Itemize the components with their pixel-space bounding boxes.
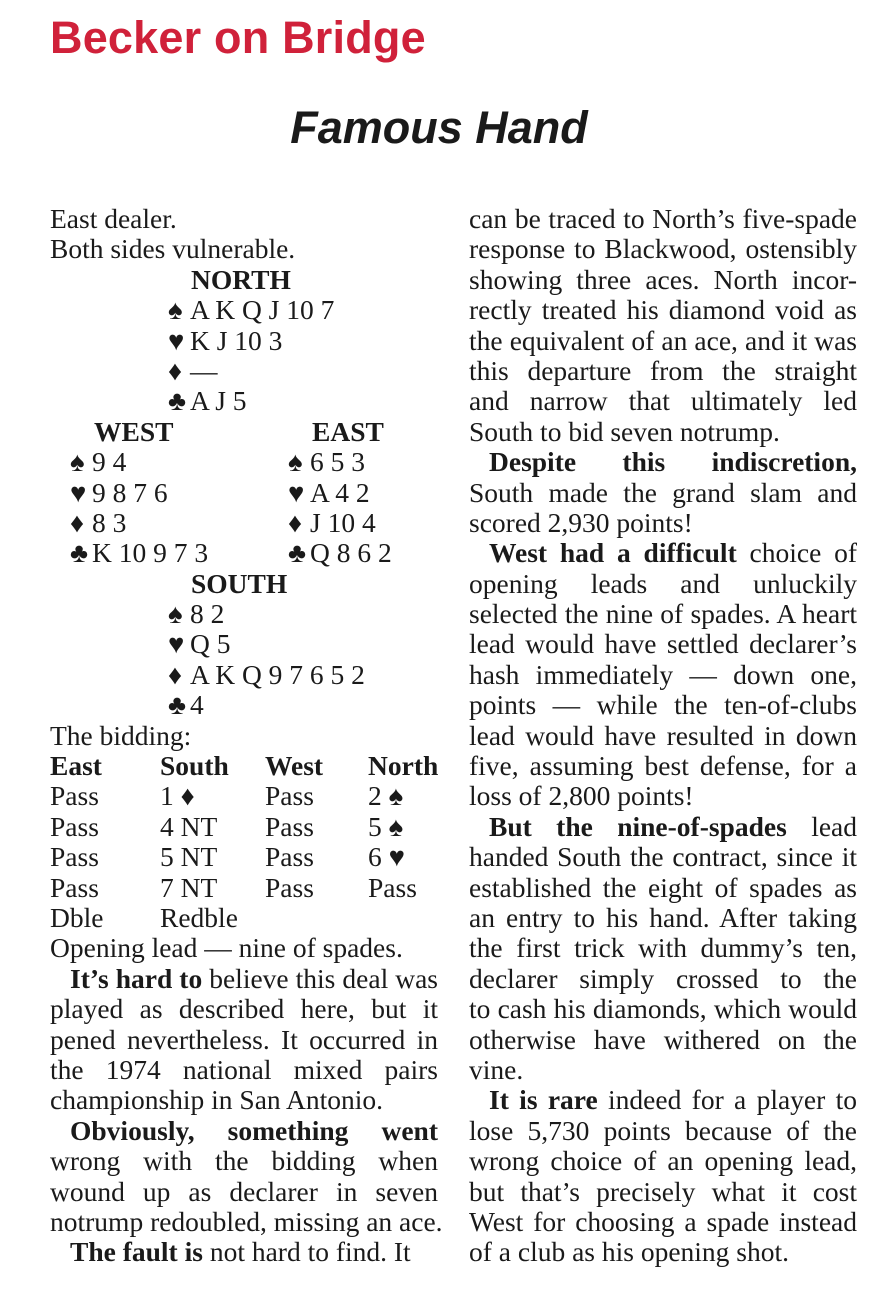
bidding-cell: Pass bbox=[50, 841, 99, 873]
article-line bbox=[469, 538, 857, 568]
west-hearts-cards: 9 8 7 6 bbox=[92, 476, 168, 508]
north-clubs bbox=[50, 386, 438, 416]
article-line bbox=[469, 842, 857, 872]
article-line-text: South to bid seven notrump. bbox=[469, 415, 780, 447]
bidding-row bbox=[50, 842, 438, 872]
article-line-text: lose 5,730 points because of the bbox=[469, 1115, 857, 1146]
bidding-cell: 7 NT bbox=[160, 871, 218, 903]
article-line-text: showing three aces. North incor- bbox=[469, 264, 857, 295]
spade-suit-icon: ♠ bbox=[288, 446, 303, 478]
bidding-row bbox=[50, 781, 438, 811]
article-line-text: this departure from the straight bbox=[469, 355, 857, 386]
article-line-text: hash immediately — down one, bbox=[469, 659, 857, 690]
article-right-text bbox=[469, 204, 857, 1268]
article-line-text: opening leads and unluckily bbox=[469, 568, 857, 599]
article-line-text: can be traced to North’s five-spade bbox=[469, 204, 857, 234]
west-diamonds-cards: 8 3 bbox=[92, 506, 127, 538]
paragraph-lead-in: But the nine-of-spades bbox=[489, 811, 787, 842]
article-line bbox=[50, 1055, 438, 1085]
north-hearts bbox=[50, 326, 438, 356]
article-line bbox=[469, 569, 857, 599]
article-line-text: lead bbox=[786, 811, 857, 842]
west-east-label-row bbox=[50, 417, 438, 447]
bidding-cell: 5 NT bbox=[160, 841, 218, 873]
article-left-text bbox=[50, 963, 443, 1268]
paragraph-lead-in: The fault is bbox=[70, 1236, 203, 1268]
article-line bbox=[469, 1116, 857, 1146]
vulnerability-line: Both sides vulnerable. bbox=[50, 233, 296, 265]
paragraph-lead-in: It is rare bbox=[489, 1085, 598, 1116]
article-line bbox=[469, 1146, 857, 1176]
article-line-text: declarer simply crossed to the bbox=[469, 963, 857, 994]
article-line-text: the 1974 national mixed pairs bbox=[50, 1054, 438, 1085]
bidding-cell: Pass bbox=[50, 780, 99, 812]
article-line bbox=[50, 1025, 438, 1055]
article-line bbox=[50, 1205, 443, 1237]
left-column bbox=[50, 203, 443, 1268]
article-line bbox=[469, 447, 857, 477]
article-line bbox=[469, 781, 857, 811]
paragraph-lead-in: Obviously, something went bbox=[70, 1115, 438, 1146]
south-label: SOUTH bbox=[191, 567, 288, 599]
bidding-header-east: East bbox=[50, 750, 102, 782]
right-column bbox=[469, 204, 857, 1268]
spade-suit-icon: ♠ bbox=[168, 294, 183, 326]
article-line-text: the first trick with dummy’s ten, bbox=[469, 933, 857, 964]
article-line bbox=[469, 873, 857, 903]
article-line-text: and narrow that ultimately led bbox=[469, 386, 857, 417]
article-line bbox=[50, 1177, 438, 1207]
heart-suit-icon: ♥ bbox=[168, 324, 185, 356]
article-line-text: South made the grand slam and bbox=[469, 477, 857, 508]
west-east-spades bbox=[50, 447, 438, 477]
west-east-clubs bbox=[50, 538, 438, 568]
north-spades-cards: A K Q J 10 7 bbox=[190, 294, 335, 326]
north-spades bbox=[50, 295, 438, 325]
bidding-cell: 2 ♠ bbox=[368, 780, 404, 812]
article-line-text: points — while the ten-of-clubs bbox=[469, 690, 857, 721]
east-spades-cards: 6 5 3 bbox=[310, 446, 365, 478]
article-line-text: pened nevertheless. It occurred in bbox=[50, 1024, 438, 1055]
bidding-cell: 1 ♦ bbox=[160, 780, 195, 812]
article-line-text: played as described here, but it bbox=[50, 994, 438, 1025]
article-line bbox=[469, 1055, 857, 1085]
south-hand-label-row bbox=[50, 569, 438, 599]
spade-suit-icon: ♠ bbox=[168, 598, 183, 630]
bidding-cell: Pass bbox=[265, 810, 314, 842]
west-east-diamonds bbox=[50, 508, 438, 538]
east-label: EAST bbox=[312, 415, 384, 447]
west-label: WEST bbox=[94, 415, 174, 447]
article-line bbox=[469, 812, 857, 842]
article-line-text: but that’s precisely what it cost bbox=[469, 1176, 857, 1207]
article-line bbox=[469, 933, 857, 963]
article-line-text: loss of 2,800 points! bbox=[469, 780, 694, 812]
article-line-text: West for choosing a spade instead bbox=[469, 1206, 857, 1237]
bidding-cell: 4 NT bbox=[160, 810, 218, 842]
south-hearts-cards: Q 5 bbox=[190, 628, 231, 660]
article-line bbox=[469, 599, 857, 629]
article-line-text: of a club as his opening shot. bbox=[469, 1236, 790, 1268]
article-line bbox=[469, 751, 857, 781]
bidding-cell: 6 ♥ bbox=[368, 841, 405, 873]
west-east-hearts bbox=[50, 478, 438, 508]
north-diamonds bbox=[50, 356, 438, 386]
article-line bbox=[50, 1116, 438, 1146]
article-line bbox=[469, 417, 857, 447]
article-line-text: indeed for a player to bbox=[597, 1085, 857, 1116]
paragraph-lead-in: West had a difficult bbox=[489, 538, 737, 569]
south-clubs bbox=[50, 690, 438, 720]
north-label: NORTH bbox=[191, 263, 291, 295]
article-line-text: otherwise have withered on the bbox=[469, 1024, 857, 1055]
south-hearts bbox=[50, 629, 438, 659]
south-spades-cards: 8 2 bbox=[190, 598, 225, 630]
article-line-text: believe this deal was bbox=[202, 963, 438, 994]
article-line-text: not hard to find. It bbox=[202, 1236, 411, 1268]
diamond-suit-icon: ♦ bbox=[70, 506, 85, 538]
article-line-text: lead would have resulted in down bbox=[469, 720, 857, 751]
article-line bbox=[50, 1237, 438, 1267]
opening-lead-line: Opening lead — nine of spades. bbox=[50, 932, 403, 964]
article-line-text: established the eight of spades as bbox=[469, 872, 857, 903]
article-line-text: an entry to his hand. After taking bbox=[469, 902, 857, 933]
article-line bbox=[469, 1025, 857, 1055]
east-diamonds-cards: J 10 4 bbox=[310, 506, 376, 538]
dealer-line: East dealer. bbox=[50, 203, 177, 234]
masthead: Becker on Bridge bbox=[50, 12, 426, 63]
bidding-header-row bbox=[50, 751, 438, 781]
club-suit-icon: ♣ bbox=[168, 689, 187, 721]
bidding-header-south: South bbox=[160, 750, 229, 782]
heart-suit-icon: ♥ bbox=[288, 476, 305, 508]
bidding-cell: Pass bbox=[50, 810, 99, 842]
club-suit-icon: ♣ bbox=[168, 385, 187, 417]
bidding-cell: Pass bbox=[50, 871, 99, 903]
bidding-title: The bidding: bbox=[50, 719, 192, 751]
west-clubs-cards: K 10 9 7 3 bbox=[92, 537, 209, 569]
article-line bbox=[469, 660, 857, 690]
article-line bbox=[469, 964, 857, 994]
article-line-text: wrong with the bidding when bbox=[50, 1146, 438, 1177]
article-line bbox=[469, 386, 857, 416]
article-line bbox=[469, 994, 857, 1024]
bidding-cell: Pass bbox=[368, 871, 417, 903]
bidding-row bbox=[50, 812, 438, 842]
article-line-text: wrong choice of an opening lead, bbox=[469, 1146, 857, 1177]
article-line bbox=[50, 1146, 438, 1176]
north-clubs-cards: A J 5 bbox=[190, 385, 247, 417]
bidding-header-north: North bbox=[368, 750, 439, 782]
east-hearts-cards: A 4 2 bbox=[310, 476, 370, 508]
west-spades-cards: 9 4 bbox=[92, 446, 127, 478]
heart-suit-icon: ♥ bbox=[70, 476, 87, 508]
article-line-text: handed South the contract, since it bbox=[469, 842, 857, 873]
article-line bbox=[469, 508, 857, 538]
article-line bbox=[469, 1177, 857, 1207]
bidding-cell: Dble bbox=[50, 901, 104, 933]
article-line-text: choice of bbox=[736, 538, 857, 569]
article-line bbox=[469, 629, 857, 659]
north-hearts-cards: K J 10 3 bbox=[190, 324, 283, 356]
south-diamonds-cards: A K Q 9 7 6 5 2 bbox=[190, 658, 365, 690]
diamond-suit-icon: ♦ bbox=[288, 506, 303, 538]
article-line bbox=[469, 721, 857, 751]
article-line-text: scored 2,930 points! bbox=[469, 506, 693, 538]
article-line bbox=[469, 326, 857, 356]
diamond-suit-icon: ♦ bbox=[168, 658, 183, 690]
bidding-row bbox=[50, 873, 438, 903]
article-line bbox=[469, 690, 857, 720]
article-line bbox=[469, 356, 857, 386]
club-suit-icon: ♣ bbox=[70, 537, 89, 569]
south-diamonds bbox=[50, 660, 438, 690]
article-line bbox=[469, 1237, 857, 1267]
article-line-text: championship in San Antonio. bbox=[50, 1084, 384, 1116]
article-line bbox=[469, 1085, 857, 1115]
article-line-text: vine. bbox=[469, 1053, 524, 1085]
article-line-text: five, assuming best defense, for a bbox=[469, 751, 857, 782]
bidding-cell: 5 ♠ bbox=[368, 810, 404, 842]
article-line bbox=[50, 994, 438, 1024]
bidding-header-west: West bbox=[265, 750, 324, 782]
article-line-text: to cash his diamonds, which would bbox=[469, 994, 857, 1025]
article-line bbox=[469, 265, 857, 295]
article-line-text: selected the nine of spades. A heart bbox=[469, 599, 857, 630]
article-line-text: the equivalent of an ace, and it was bbox=[469, 325, 857, 356]
club-suit-icon: ♣ bbox=[288, 537, 307, 569]
headline: Famous Hand bbox=[290, 102, 588, 153]
bidding-cell: Pass bbox=[265, 841, 314, 873]
article-line-text: wound up as declarer in seven bbox=[50, 1176, 438, 1207]
paragraph-lead-in: Despite this indiscretion, bbox=[489, 447, 857, 478]
article-line-text: notrump redoubled, missing an ace. bbox=[50, 1205, 443, 1237]
paragraph-lead-in: It’s hard to bbox=[70, 963, 203, 994]
article-line bbox=[469, 478, 857, 508]
diamond-suit-icon: ♦ bbox=[168, 354, 183, 386]
spade-suit-icon: ♠ bbox=[70, 446, 85, 478]
bidding-cell: Redble bbox=[160, 901, 238, 933]
article-line-text: lead would have settled declarer’s bbox=[469, 629, 857, 660]
south-clubs-cards: 4 bbox=[190, 689, 204, 721]
article-line bbox=[50, 1085, 438, 1115]
bidding-rows bbox=[50, 781, 438, 933]
article-line bbox=[469, 234, 857, 264]
north-diamonds-cards: — bbox=[190, 354, 218, 386]
article-line bbox=[469, 295, 857, 325]
bidding-row bbox=[50, 903, 438, 933]
article-line bbox=[469, 903, 857, 933]
article-line bbox=[50, 964, 438, 994]
article-line bbox=[469, 204, 857, 234]
heart-suit-icon: ♥ bbox=[168, 628, 185, 660]
article-line bbox=[469, 1207, 857, 1237]
south-spades bbox=[50, 599, 438, 629]
article-line-text: rectly treated his diamond void as bbox=[469, 295, 857, 326]
north-hand-label-row bbox=[50, 265, 438, 295]
bidding-cell: Pass bbox=[265, 871, 314, 903]
east-clubs-cards: Q 8 6 2 bbox=[310, 537, 392, 569]
article-line-text: response to Blackwood, ostensibly bbox=[469, 234, 857, 265]
bidding-cell: Pass bbox=[265, 780, 314, 812]
